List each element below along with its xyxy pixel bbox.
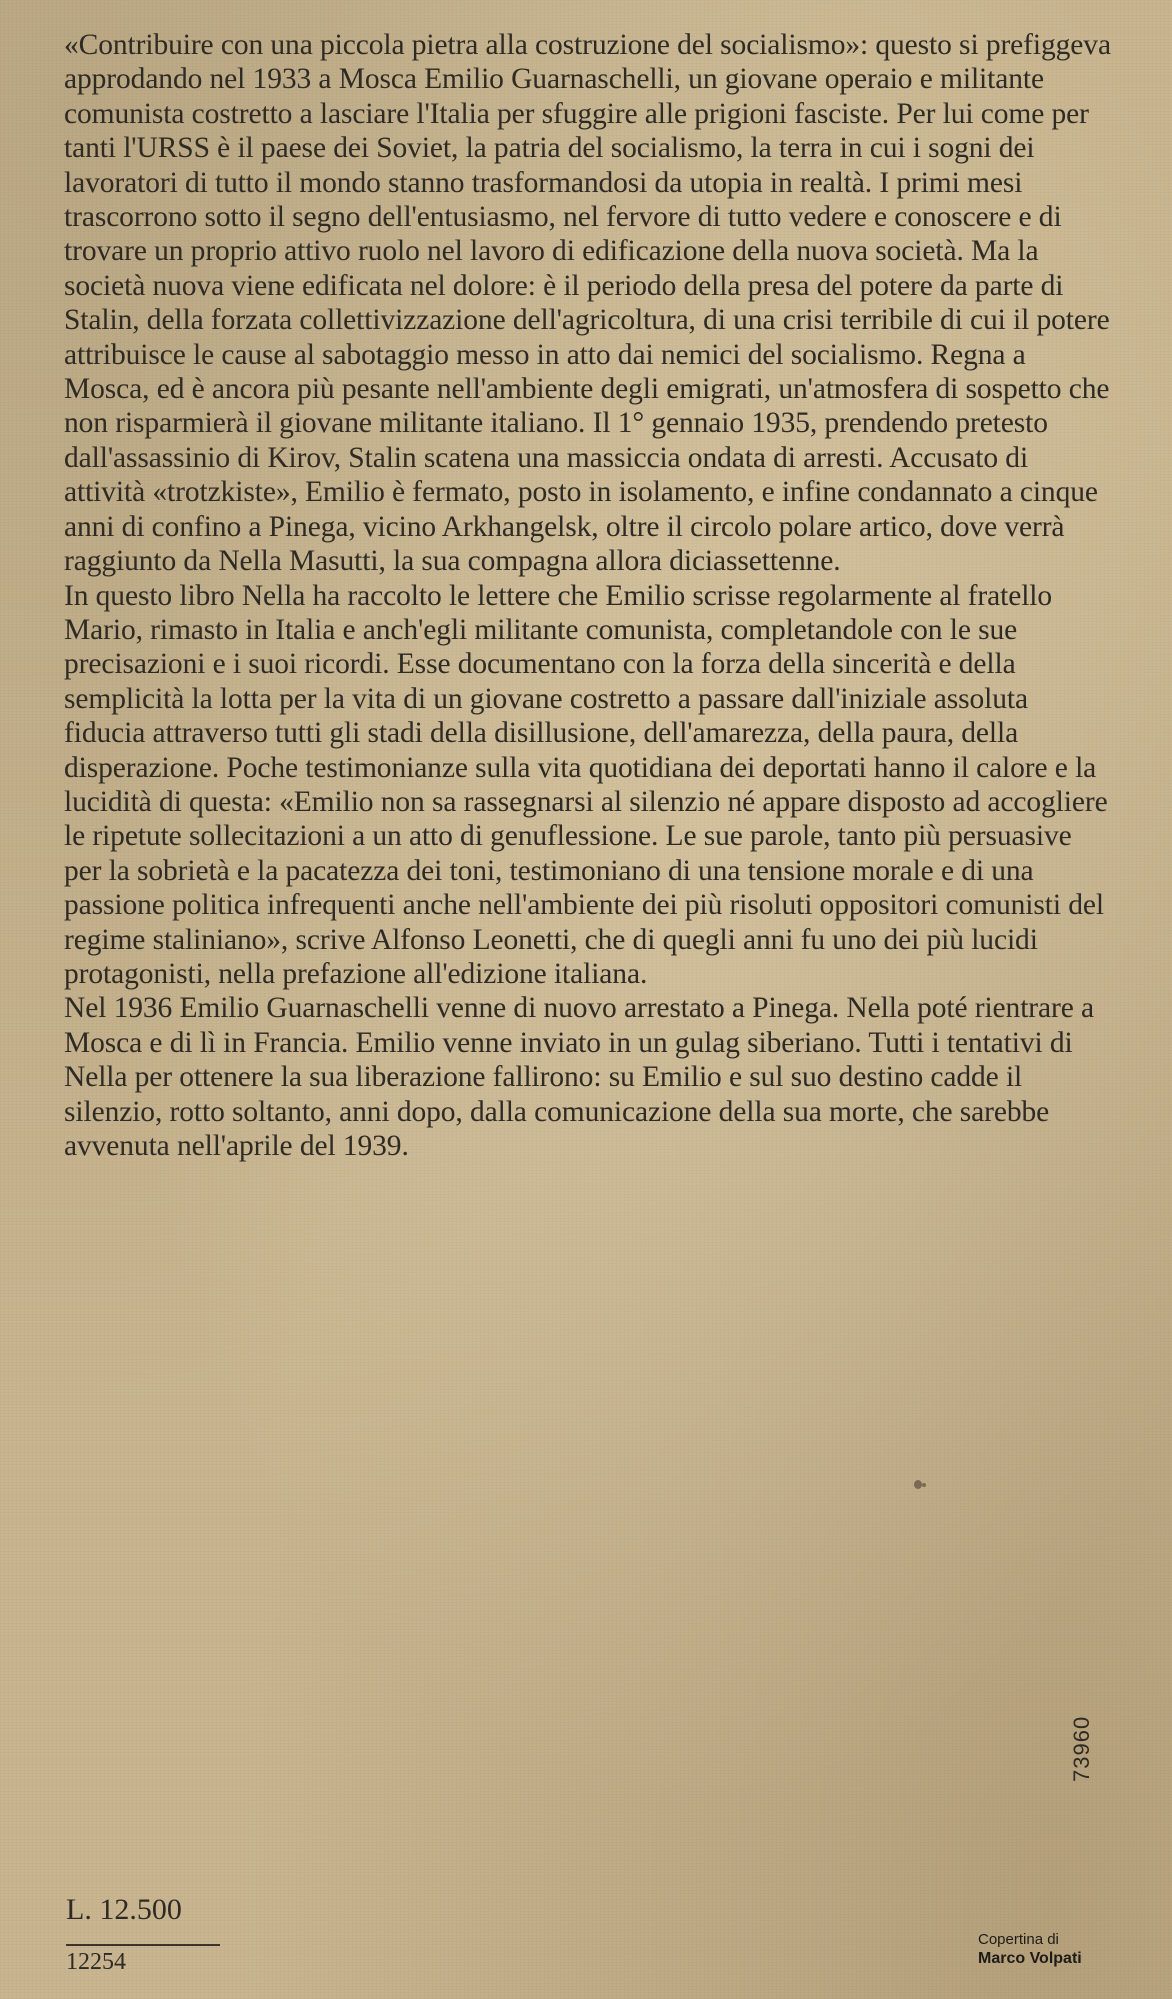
price: L. 12.500: [66, 1893, 182, 1926]
catalog-number: 73960: [1069, 1715, 1094, 1782]
blurb-paragraph-3: Nel 1936 Emilio Guarnaschelli venne di nuovo arrestato a Pinega. Nella poté rientrare a Mosca e di lì in Francia. Emilio venne inviato in un gulag siberiano. Tutti i tentativi di Nella per ottenere la sua liberazione fallirono: su Emilio e sul suo destino cadde il silenzio, rotto soltanto, anni dopo, dalla comunicazione della sua morte, che sarebbe avvenuta nell'aprile del 1939.: [64, 992, 1094, 1162]
blurb-paragraph-1: «Contribuire con una piccola pietra alla costruzione del socialismo»: questo si prefiggeva approdando nel 1933 a Mosca Emilio Guarnaschelli, un giovane operaio e militante comunista costretto a lasciare l'Italia per sfuggire alle prigioni fasciste. Per lui come per tanti l'URSS è il paese dei Soviet, la patria del socialismo, la terra in cui i sogni dei lavoratori di tutto il mondo stanno trasformandosi da utopia in realtà. I primi mesi trascorrono sotto il segno dell'entusiasmo, nel fervore di tutto vedere e conoscere e di trovare un proprio attivo ruolo nel lavoro di edificazione della nuova società. Ma la società nuova viene edificata nel dolore: è il periodo della presa del potere da parte di Stalin, della forzata collettivizzazione dell'agricoltura, di una crisi terribile di cui il potere attribuisce le cause al sabotaggio messo in atto dai nemici del socialismo. Regna a Mosca, ed è ancora più pesante nell'ambiente degli emigrati, un'atmosfera di sospetto che non risparmierà il giovane militante italiano. Il 1° gennaio 1935, prendendo pretesto dall'assassinio di Kirov, Stalin scatena una massiccia ondata di arresti. Accusato di attività «trotzkiste», Emilio è fermato, posto in isolamento, e infine condannato a cinque anni di confino a Pinega, vicino Arkhangelsk, oltre il circolo polare artico, dove verrà raggiunto da Nella Masutti, la sua compagna allora diciassettenne.: [64, 29, 1111, 578]
paper-speck: [922, 1483, 926, 1487]
price-divider: [66, 1944, 220, 1946]
book-code: 12254: [66, 1949, 126, 1975]
cover-credit-label: Copertina di: [978, 1931, 1059, 1948]
blurb-text: [64, 28, 1114, 1163]
cover-credit: [978, 1930, 1128, 1968]
paper-speck: [914, 1480, 922, 1489]
cover-credit-designer: Marco Volpati: [978, 1950, 1082, 1967]
blurb-paragraph-2: In questo libro Nella ha raccolto le lettere che Emilio scrisse regolarmente al fratello Mario, rimasto in Italia e anch'egli militante comunista, completandole con le sue precisazioni e i suoi ricordi. Esse documentano con la forza della sincerità e della semplicità la lotta per la vita di un giovane costretto a passare dall'iniziale assoluta fiducia attraverso tutti gli stadi della disillusione, dell'amarezza, della paura, della disperazione. Poche testimonianze sulla vita quotidiana dei deportati hanno il calore e la lucidità di questa: «Emilio non sa rassegnarsi al silenzio né appare disposto ad accogliere le ripetute sollecitazioni a un atto di genuflessione. Le sue parole, tanto più persuasive per la sobrietà e la pacatezza dei toni, testimoniano di una tensione morale e di una passione politica infrequenti anche nell'ambiente dei più risoluti oppositori comunisti del regime staliniano», scrive Alfonso Leonetti, che di quegli anni fu uno dei più lucidi protagonisti, nella prefazione all'edizione italiana.: [64, 579, 1108, 990]
